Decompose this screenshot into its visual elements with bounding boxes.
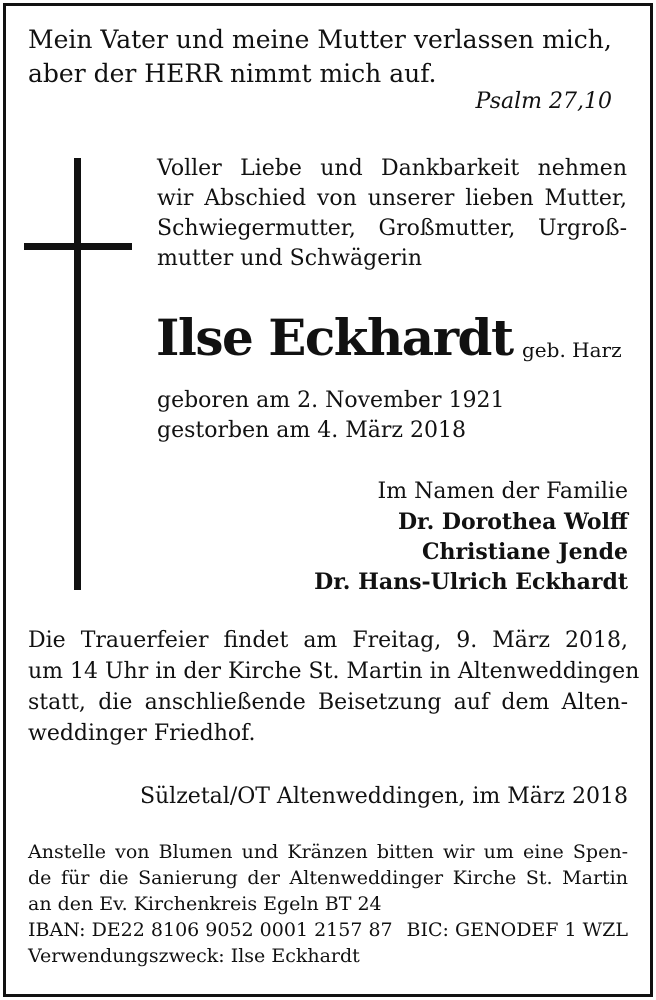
cross-icon <box>74 158 81 590</box>
psalm-line-1: Mein Vater und meine Mutter verlassen mich, <box>28 25 612 54</box>
ceremony-line: statt, die anschließende Beisetzung auf dem Alten- <box>28 690 628 715</box>
ceremony-line: um 14 Uhr in der Kirche St. Martin in Altenweddingen <box>28 659 640 684</box>
ceremony-line: Die Trauerfeier findet am Freitag, 9. März 2018, <box>28 628 628 653</box>
intro-line: mutter und Schwägerin <box>157 246 422 271</box>
cross-bar <box>24 243 132 250</box>
family-member: Christiane Jende <box>421 539 628 565</box>
intro-line: Voller Liebe und Dankbarkeit nehmen <box>157 156 627 181</box>
birth-date: geboren am 2. November 1921 <box>157 388 505 413</box>
family-member: Dr. Dorothea Wolff <box>397 509 628 535</box>
donation-line: an den Ev. Kirchenkreis Egeln BT 24 <box>28 893 382 915</box>
donation-line: de für die Sanierung der Altenweddinger Kirche St. Martin <box>28 867 628 889</box>
ceremony-line: weddinger Friedhof. <box>28 721 256 746</box>
family-intro: Im Namen der Familie <box>377 479 628 504</box>
iban: IBAN: DE22 8106 9052 0001 2157 87 <box>28 919 393 941</box>
donation-purpose: Verwendungszweck: Ilse Eckhardt <box>28 945 360 967</box>
death-date: gestorben am 4. März 2018 <box>157 418 466 443</box>
donation-line: Anstelle von Blumen und Kränzen bitten wir um eine Spen- <box>28 841 628 863</box>
place-date: Sülzetal/OT Altenweddingen, im März 2018 <box>139 784 628 809</box>
deceased-name: Ilse Eckhardt <box>156 308 513 367</box>
intro-line: Schwiegermutter, Großmutter, Urgroß- <box>157 216 627 241</box>
maiden-name: geb. Harz <box>522 338 622 362</box>
bic: BIC: GENODEF 1 WZL <box>406 919 628 941</box>
psalm-source: Psalm 27,10 <box>475 89 612 114</box>
intro-line: wir Abschied von unserer lieben Mutter, <box>157 186 627 211</box>
family-member: Dr. Hans-Ulrich Eckhardt <box>314 569 628 595</box>
psalm-line-2: aber der HERR nimmt mich auf. <box>28 59 437 88</box>
